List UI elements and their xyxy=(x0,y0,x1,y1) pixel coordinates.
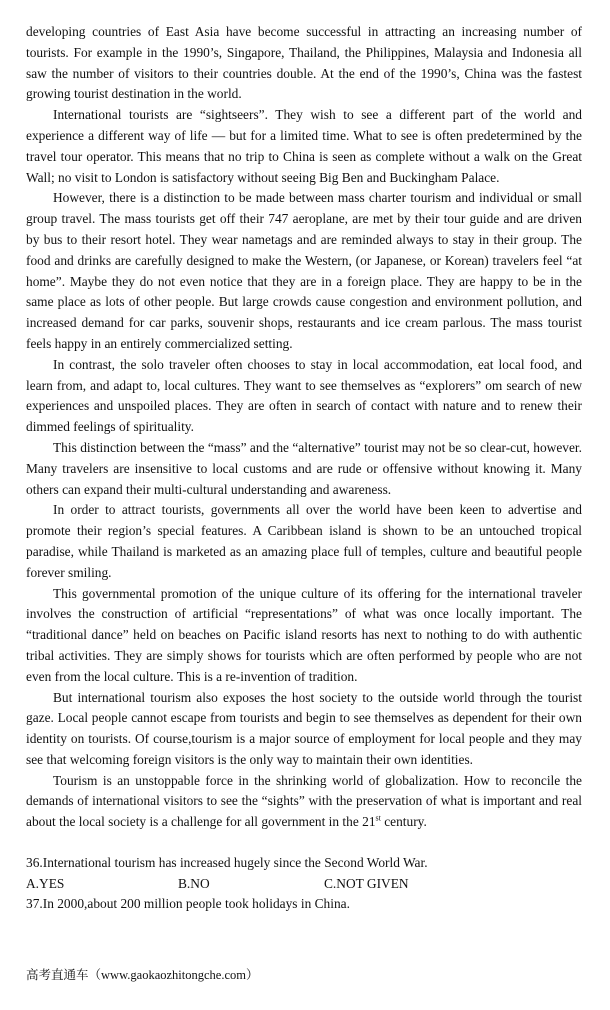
paragraph-2: International tourists are “sightseers”. They wish to see a different part of the world and experience a different way of life — but for a limited time. What to see is often predetermined by the travel tour operator. This means that no trip to China is seen as complete without a walk on the Great Wall; no visit to London is satisfactory without seeing Big Ben and Buckingham Palace. xyxy=(26,107,582,185)
questions-section xyxy=(26,853,582,915)
paragraph-7: This governmental promotion of the unique culture of its offering for the international traveler involves the construction of artificial “representations” of what was once locally important. The “traditional dance” held on beaches on Pacific island resorts has next to nothing to do with authentic tribal activities. They are simply shows for tourists which are often performed by people who are not even from the local culture. This is a re-invention of tradition. xyxy=(26,585,582,684)
footer xyxy=(26,967,259,983)
paragraph-6: In order to attract tourists, governments all over the world have been keen to advertise and promote their region’s special features. A Caribbean island is shown to be an untouched tropical paradise, while Thailand is marketed as an amazing place full of temples, culture and beautiful people forever smiling. xyxy=(26,502,582,580)
footer-site-name: 高考直通车 xyxy=(26,967,89,982)
paragraph-3: However, there is a distinction to be made between mass charter tourism and individual or small group travel. The mass tourists get off their 747 aeroplane, are met by their tour guide and are driven by bus to their resort hotel. They wear nametags and are reminded always to stay in their group. The food and drinks are carefully designed to make the Western, (or Japanese, or Korean) travelers feel “at home”. Maybe they do not even notice that they are in a foreign place. They are happy to be in the same place as lots of other people. But large crowds cause congestion and environment pollution, and increased demand for car parks, souvenir shops, restaurants and ice cream parlous. The mass tourist feels happy in an entirely commercialized setting. xyxy=(26,190,582,351)
paragraph-9 xyxy=(26,771,582,833)
question-36: 36.International tourism has increased hugely since the Second World War. xyxy=(26,855,428,871)
superscript-st: st xyxy=(375,813,381,823)
paragraph-5: This distinction between the “mass” and the “alternative” tourist may not be so clear-cut, however. Many travelers are insensitive to local customs and are rude or offensive without knowing it. Many others can expand their multi-cultural understanding and awareness. xyxy=(26,439,582,497)
footer-url: （www.gaokaozhitongche.com） xyxy=(88,968,259,982)
passage xyxy=(26,22,582,833)
option-yes: A.YES xyxy=(26,875,65,891)
question-37: 37.In 2000,about 200 million people took holidays in China. xyxy=(26,896,350,912)
option-no: B.NO xyxy=(178,875,210,891)
paragraph-8: But international tourism also exposes the host society to the outside world through the tourist gaze. Local people cannot escape from tourists and begin to see themselves as dependent for their own identity on tourists. Of course,tourism is a major source of employment for local people and they may see that welcoming foreign visitors is the only way to maintain their own identities. xyxy=(26,689,582,767)
answer-options xyxy=(26,874,582,895)
paragraph-9-end: century. xyxy=(380,814,427,830)
paragraph-4: In contrast, the solo traveler often chooses to stay in local accommodation, eat local food, and learn from, and adapt to, local cultures. They want to see themselves as “explorers” om search of new experiences and unspoiled places. They are often in search of contact with nature and to renew their dimmed feelings of spirituality. xyxy=(26,356,582,435)
paragraph-1: developing countries of East Asia have become successful in attracting an increasing number of tourists. For example in the 1990’s, Singapore, Thailand, the Philippines, Malaysia and Indonesia all saw the number of visitors to their countries double. At the end of the 1990’s, China was the fastest growing tourist destination in the world. xyxy=(26,24,582,102)
paragraph-9-text: Tourism is an unstoppable force in the shrinking world of globalization. How to reconcile the demands of international visitors to see the “sights” with the preservation of what is important and real about the local society is a challenge for all government in the 21 xyxy=(26,772,582,830)
option-not-given: C.NOT GIVEN xyxy=(324,875,409,891)
